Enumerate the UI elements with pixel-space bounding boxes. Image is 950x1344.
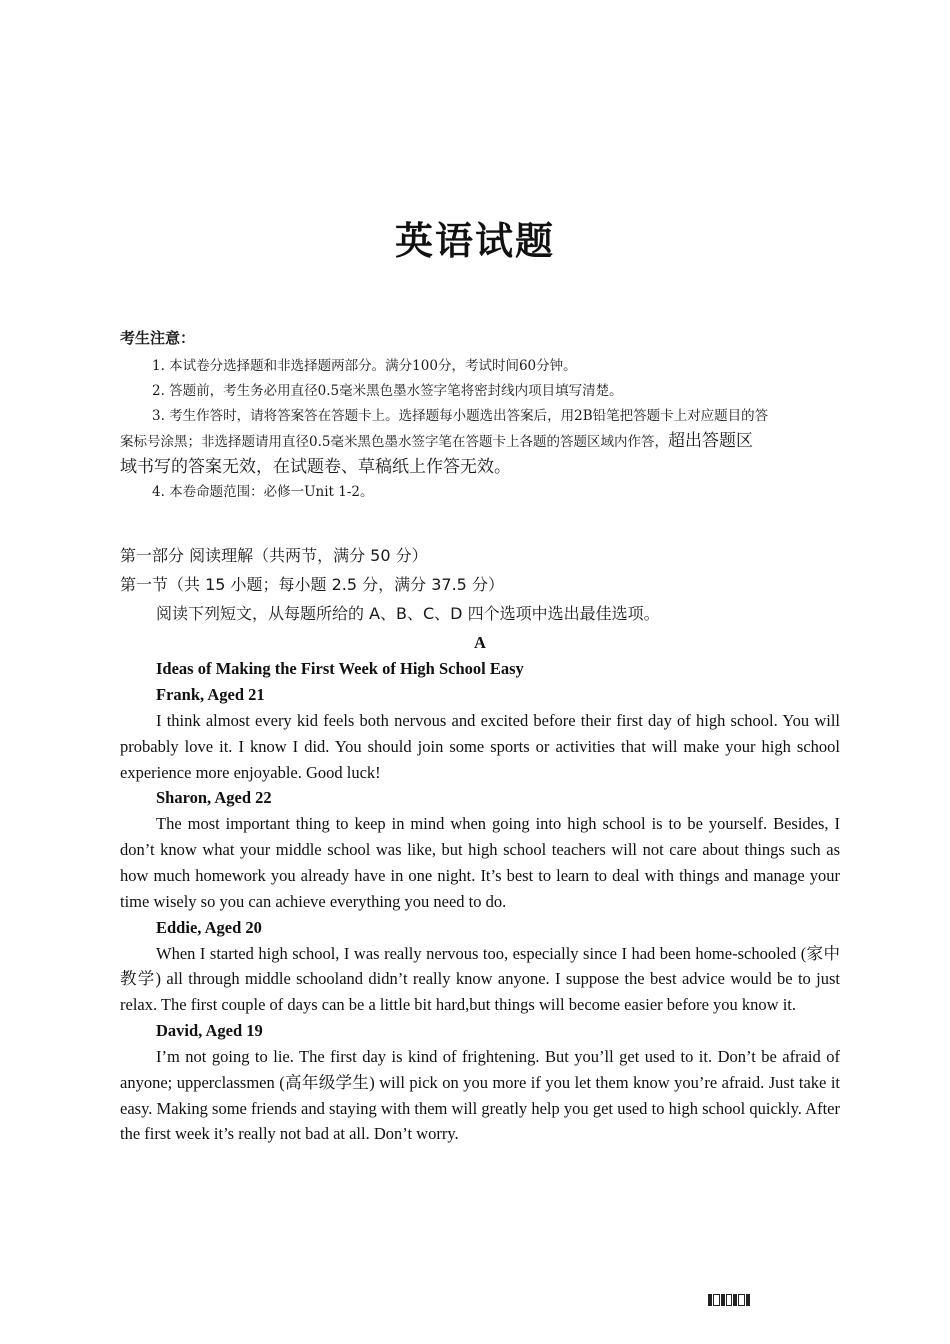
author-paragraph: When I started high school, I was really nervous too, especially since I had been home-schooled (家中教学) all through middle schooland didn’t really know anyone. I suppose the best advice would be to just relax. The first couple of days can be a little bit hard,but things will become easier before you know it. xyxy=(120,943,840,1015)
notice-item-3b-text: 案标号涂黑；非选择题请用直径0.5毫米黑色墨水签字笔在答题卡上各题的答题区域内作答， xyxy=(120,434,668,450)
author-name: Eddie, Aged 20 xyxy=(156,917,262,937)
author-name: David, Aged 19 xyxy=(156,1020,263,1040)
author-name: Frank, Aged 21 xyxy=(156,685,265,704)
notice-block xyxy=(120,327,840,505)
barcode-icon xyxy=(708,1294,750,1306)
notice-item-3b xyxy=(120,429,840,455)
notice-item-1: 1. 本试卷分选择题和非选择题两部分。满分100分，考试时间60分钟。 xyxy=(152,358,577,374)
instruction: 阅读下列短文，从每题所给的 A、B、C、D 四个选项中选出最佳选项。 xyxy=(156,604,660,623)
passage-title: Ideas of Making the First Week of High School Easy xyxy=(156,659,524,678)
author-paragraph: I’m not going to lie. The first day is kind of frightening. But you’ll get used to it. Don’t be afraid of anyone; upperclassmen (高年级学生) will pick on you more if you let them know you’re afraid. Just take it easy. Making some friends and staying with them will greatly help you get used to high school quickly. After the first week it’s really not bad at all. Don’t worry. xyxy=(120,1046,840,1144)
notice-heading: 考生注意： xyxy=(120,329,196,347)
section-heading: 第一节（共 15 小题；每小题 2.5 分，满分 37.5 分） xyxy=(120,575,504,594)
notice-item-4: 4. 本卷命题范围：必修一Unit 1-2。 xyxy=(152,484,374,500)
part-heading: 第一部分 阅读理解（共两节，满分 50 分） xyxy=(120,546,428,565)
author-paragraph: I think almost every kid feels both nervous and excited before their first day of high school. You will probably love it. I know I did. You should join some sports or activities that will make your high school experience more enjoyable. Good luck! xyxy=(120,711,840,782)
author-name: Sharon, Aged 22 xyxy=(156,788,272,808)
notice-item-2: 2. 答题前，考生务必用直径0.5毫米黑色墨水签字笔将密封线内项目填写清楚。 xyxy=(152,383,623,399)
reading-section xyxy=(120,541,840,1147)
passage-label: A xyxy=(474,633,486,652)
notice-item-3c-text: 超出答题区 xyxy=(667,431,753,451)
page-title: 英语试题 xyxy=(394,219,555,263)
author-paragraph: The most important thing to keep in mind when going into high school is to be yourself. Besides, I don’t know what your middle school was like, but high school teachers will not care about things such as how much homework you already have in one night. It’s best to learn to deal with things and manage your time wisely so you can achieve everything you need to do. xyxy=(120,814,840,911)
notice-item-3a: 3. 考生作答时，请将答案答在答题卡上。选择题每小题选出答案后，用2B铅笔把答题卡上对应题目的答 xyxy=(152,408,769,424)
notice-item-3d: 域书写的答案无效，在试题卷、草稿纸上作答无效。 xyxy=(120,457,511,477)
